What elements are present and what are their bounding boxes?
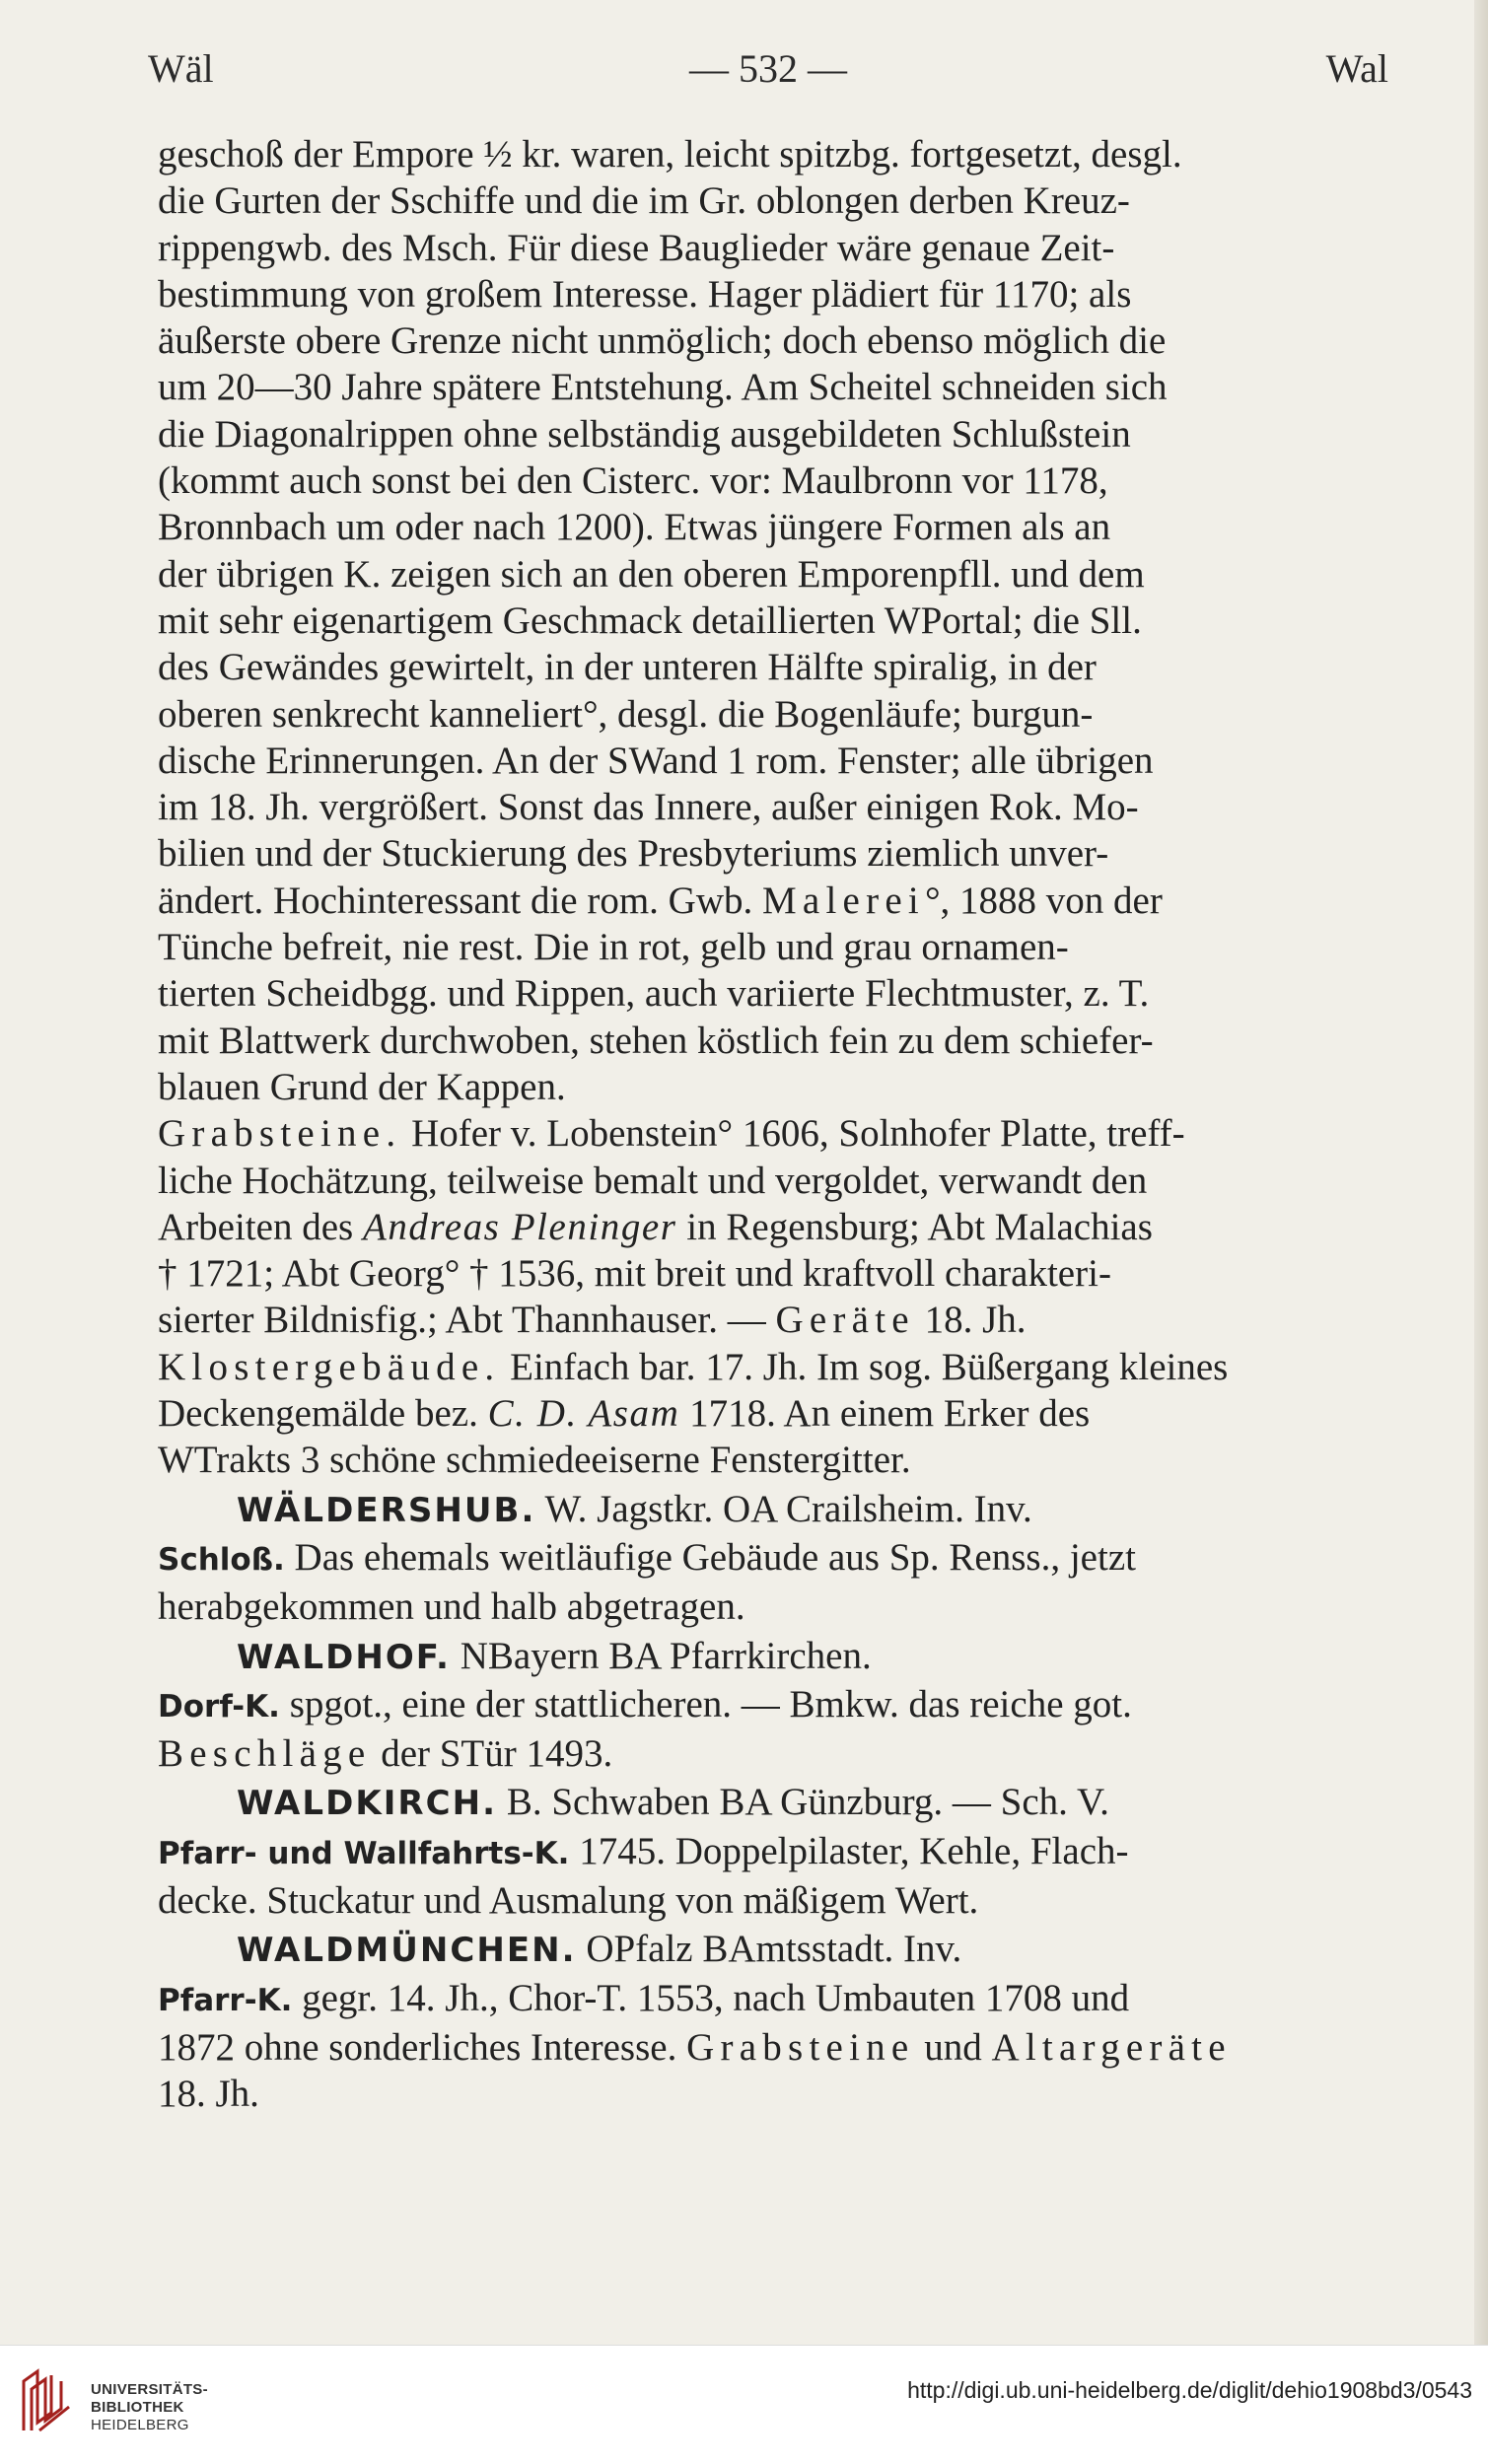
- permalink-url[interactable]: http://digi.ub.uni-heidelberg.de/diglit/dehio1908bd3/0543: [907, 2377, 1472, 2403]
- running-header: [148, 37, 1388, 106]
- text-line: tierten Scheidbgg. und Rippen, auch variierte Flechtmuster, z. T.: [158, 972, 1150, 1016]
- text-line: [158, 1975, 1390, 2024]
- text-run: 1745. Doppelpilaster, Kehle, Flach-: [569, 1829, 1129, 1872]
- text-run: spgot., eine der stattlicheren. — Bmkw. das reiche got.: [279, 1682, 1132, 1725]
- spaced-term: Altargeräte: [991, 2025, 1232, 2069]
- text-run: Einfach bar. 17. Jh. Im sog. Büßergang kleines: [500, 1345, 1229, 1388]
- text-run: °, 1888 von der: [924, 879, 1163, 922]
- header-right: Wal: [1325, 46, 1388, 91]
- artist-name: Andreas Pleninger: [362, 1205, 677, 1248]
- text-line: [158, 878, 1390, 924]
- text-line: blauen Grund der Kappen.: [158, 1065, 566, 1108]
- text-line: [158, 1204, 1390, 1250]
- text-line: äußerste obere Grenze nicht unmöglich; doch ebenso möglich die: [158, 319, 1167, 363]
- building-label: Pfarr-K.: [158, 1982, 293, 2018]
- building-label: Dorf-K.: [158, 1688, 280, 1725]
- place-desc: NBayern BA Pfarrkirchen.: [451, 1634, 872, 1677]
- text-line: [158, 1828, 1390, 1877]
- entry-heading: [158, 1486, 1390, 1534]
- text-line: Tünche befreit, nie rest. Die in rot, gelb und grau ornamen-: [158, 926, 1069, 969]
- text-line: die Diagonalrippen ohne selbständig ausgebildeten Schlußstein: [158, 412, 1131, 456]
- text-line: bestimmung von großem Interesse. Hager plädiert für 1170; als: [158, 272, 1132, 316]
- place-desc: OPfalz BAmtsstadt. Inv.: [576, 1928, 962, 1971]
- header-left: Wäl: [148, 46, 214, 91]
- spaced-term: Grabsteine: [686, 2025, 915, 2069]
- entry-heading: [158, 1779, 1390, 1827]
- text-line: [158, 1534, 1390, 1584]
- text-line: [158, 1390, 1390, 1437]
- text-run: der STür 1493.: [371, 1732, 613, 1776]
- spaced-term: Beschläge: [158, 1732, 372, 1776]
- place-name: WALDHOF.: [237, 1637, 451, 1677]
- text-run: in Regensburg; Abt Malachias: [676, 1205, 1153, 1248]
- text-line: [158, 1730, 1390, 1777]
- text-line: geschoß der Empore ½ kr. waren, leicht spitzbg. fortgesetzt, desgl.: [158, 133, 1182, 176]
- text-line: oberen senkrecht kanneliert°, desgl. die Bogenläufe; burgun-: [158, 692, 1094, 736]
- text-line: um 20—30 Jahre spätere Entstehung. Am Scheitel schneiden sich: [158, 366, 1168, 409]
- text-line: decke. Stuckatur und Ausmalung von mäßigem Wert.: [158, 1878, 979, 1922]
- spaced-term: Malerei: [762, 879, 925, 922]
- body-text: [158, 131, 1390, 2117]
- text-line: (kommt auch sonst bei den Cisterc. vor: Maulbronn vor 1178,: [158, 459, 1108, 503]
- text-line: des Gewändes gewirtelt, in der unteren Hälfte spiralig, in der: [158, 646, 1097, 689]
- text-line: [158, 2024, 1390, 2071]
- library-logo-icon: [18, 2367, 75, 2432]
- library-name: [91, 2381, 208, 2434]
- text-run: ändert. Hochinteressant die rom. Gwb.: [158, 879, 762, 922]
- text-run: und: [914, 2025, 992, 2069]
- text-run: 1718. An einem Erker des: [679, 1392, 1091, 1436]
- place-desc: B. Schwaben BA Günzburg. — Sch. V.: [497, 1781, 1109, 1824]
- text-line: [158, 1681, 1390, 1730]
- section-label-grabsteine: Grabsteine.: [158, 1112, 402, 1156]
- text-run: gegr. 14. Jh., Chor-T. 1553, nach Umbauten 1708 und: [292, 1976, 1130, 2019]
- building-label: Schloß.: [158, 1541, 285, 1578]
- text-run: Hofer v. Lobenstein° 1606, Solnhofer Platte, treff-: [401, 1112, 1185, 1156]
- text-line: herabgekommen und halb abgetragen.: [158, 1585, 745, 1629]
- text-line: WTrakts 3 schöne schmiedeeiserne Fenstergitter.: [158, 1439, 911, 1482]
- text-line: im 18. Jh. vergrößert. Sonst das Innere, außer einigen Rok. Mo-: [158, 786, 1139, 829]
- library-name-line: HEIDELBERG: [91, 2417, 189, 2433]
- library-name-line: UNIVERSITÄTS-: [91, 2381, 208, 2398]
- text-run: Arbeiten des: [158, 1205, 363, 1248]
- text-line: die Gurten der Sschiffe und die im Gr. oblongen derben Kreuz-: [158, 179, 1130, 223]
- text-line: liche Hochätzung, teilweise bemalt und vergoldet, verwandt den: [158, 1159, 1148, 1202]
- text-line: [158, 1110, 1390, 1157]
- building-label: Pfarr- und Wallfahrts-K.: [158, 1835, 570, 1871]
- text-line: 18. Jh.: [158, 2073, 259, 2116]
- artist-name: C. D. Asam: [487, 1392, 680, 1436]
- text-line: [158, 1344, 1390, 1390]
- text-line: † 1721; Abt Georg° † 1536, mit breit und kraftvoll charakteri-: [158, 1252, 1111, 1296]
- place-desc: W. Jagstkr. OA Crailsheim. Inv.: [535, 1487, 1032, 1530]
- place-name: WALDKIRCH.: [237, 1784, 498, 1824]
- text-line: [158, 1297, 1390, 1343]
- page-edge: [1474, 0, 1488, 2345]
- place-name: WALDMÜNCHEN.: [237, 1931, 577, 1971]
- text-line: bilien und der Stuckierung des Presbyteriums ziemlich unver-: [158, 832, 1109, 876]
- text-run: Deckengemälde bez.: [158, 1392, 488, 1436]
- text-run: sierter Bildnisfig.; Abt Thannhauser. —: [158, 1299, 776, 1342]
- library-name-line: BIBLIOTHEK: [91, 2399, 184, 2416]
- text-run: 18. Jh.: [914, 1299, 1027, 1342]
- spaced-term: Geräte: [775, 1299, 915, 1342]
- text-line: dische Erinnerungen. An der SWand 1 rom. Fenster; alle übrigen: [158, 739, 1154, 782]
- text-line: mit Blattwerk durchwoben, stehen köstlich fein zu dem schiefer-: [158, 1019, 1154, 1062]
- place-name: WÄLDERSHUB.: [237, 1490, 536, 1530]
- entry-heading: [158, 1926, 1390, 1974]
- text-line: mit sehr eigenartigem Geschmack detaillierten WPortal; die Sll.: [158, 598, 1142, 642]
- text-line: der übrigen K. zeigen sich an den oberen Emporenpfll. und dem: [158, 552, 1145, 596]
- text-run: Das ehemals weitläufige Gebäude aus Sp. Renss., jetzt: [284, 1535, 1136, 1579]
- text-line: rippengwb. des Msch. Für diese Bauglieder wäre genaue Zeit-: [158, 226, 1115, 269]
- section-label-klostergebaeude: Klostergebäude.: [158, 1345, 501, 1388]
- entry-heading: [158, 1633, 1390, 1681]
- viewer-footer: [0, 2345, 1488, 2464]
- text-run: 1872 ohne sonderliches Interesse.: [158, 2025, 687, 2069]
- page-number: — 532 —: [689, 46, 847, 91]
- text-line: Bronnbach um oder nach 1200). Etwas jüngere Formen als an: [158, 506, 1111, 549]
